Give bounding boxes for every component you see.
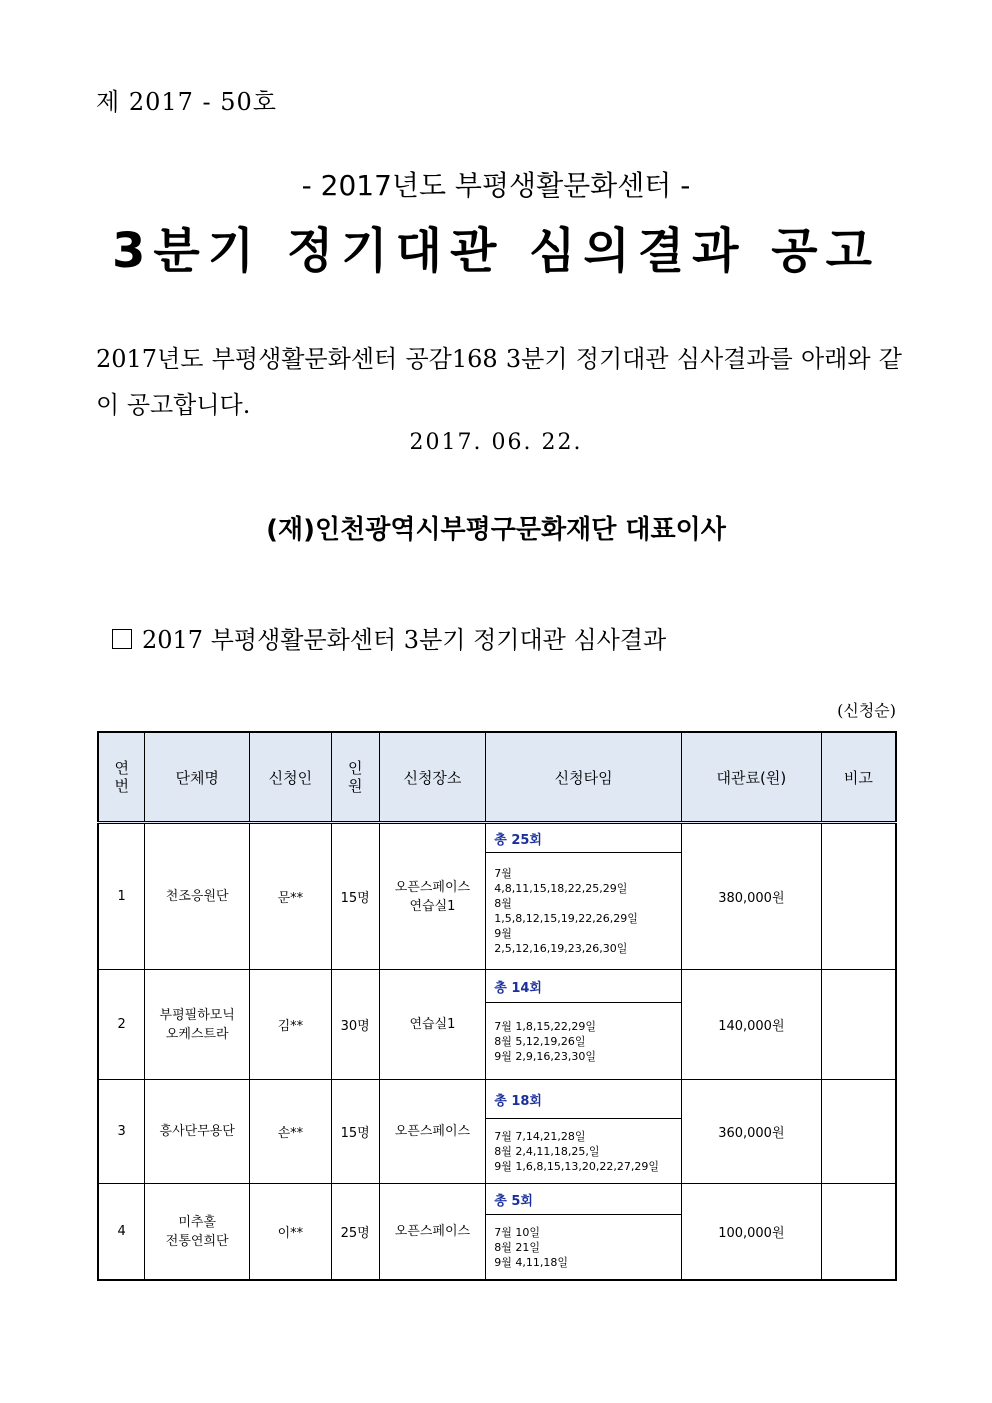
cell-people: 25명 [331,1184,379,1281]
cell-people: 15명 [331,823,379,970]
cell-no: 2 [98,970,145,1080]
cell-count: 총 25회 [486,823,682,853]
cell-applicant: 이** [250,1184,332,1281]
cell-dates: 7월 7,14,21,28일 8월 2,4,11,18,25,일 9월 1,6,8,15,13,20,22,27,29일 [486,1119,682,1184]
cell-group: 미추홀 전통연희단 [145,1184,250,1281]
cell-applicant: 문** [250,823,332,970]
table-row [98,970,896,1003]
cell-count: 총 14회 [486,970,682,1003]
header-cell: 신청인 [250,732,332,823]
cell-place: 오픈스페이스 [379,1184,486,1281]
results-table [97,731,897,1281]
section-title: 2017 부평생활문화센터 3분기 정기대관 심사결과 [142,626,667,654]
header-cell: 대관료(원) [682,732,822,823]
header-cell: 신청장소 [379,732,486,823]
cell-fee: 140,000원 [682,970,822,1080]
cell-applicant: 손** [250,1080,332,1184]
intro-paragraph: 2017년도 부평생활문화센터 공감168 3분기 정기대관 심사결과를 아래와 같이 공고합니다. [96,345,902,419]
header-cell: 연번 [98,732,145,823]
header-cell: 인원 [331,732,379,823]
table-header-row [98,732,896,823]
cell-place: 오픈스페이스 [379,1080,486,1184]
order-note: (신청순) [837,701,896,720]
cell-dates: 7월 10일 8월 21일 9월 4,11,18일 [486,1215,682,1281]
page-title: 3분기 정기대관 심의결과 공고 [112,223,880,279]
checkbox-icon [112,629,132,649]
cell-no: 4 [98,1184,145,1281]
cell-note [821,1080,896,1184]
header-cell: 비고 [821,732,896,823]
subtitle: - 2017년도 부평생활문화센터 - [301,169,691,202]
cell-note [821,1184,896,1281]
cell-place: 연습실1 [379,970,486,1080]
document-number: 제 2017 - 50호 [96,88,277,116]
cell-note [821,970,896,1080]
cell-count: 총 18회 [486,1080,682,1119]
cell-count: 총 5회 [486,1184,682,1215]
organization-name: (재)인천광역시부평구문화재단 대표이사 [266,515,726,545]
cell-people: 30명 [331,970,379,1080]
cell-group: 천조응원단 [145,823,250,970]
section-heading [112,620,666,655]
cell-fee: 380,000원 [682,823,822,970]
cell-fee: 100,000원 [682,1184,822,1281]
cell-no: 3 [98,1080,145,1184]
cell-dates: 7월 1,8,15,22,29일 8월 5,12,19,26일 9월 2,9,16,23,30일 [486,1003,682,1080]
cell-note [821,823,896,970]
table-row [98,823,896,853]
header-cell: 단체명 [145,732,250,823]
announcement-date: 2017. 06. 22. [409,430,583,455]
cell-fee: 360,000원 [682,1080,822,1184]
cell-group: 흥사단무용단 [145,1080,250,1184]
table-row [98,1184,896,1215]
cell-people: 15명 [331,1080,379,1184]
header-cell: 신청타임 [486,732,682,823]
cell-no: 1 [98,823,145,970]
cell-applicant: 김** [250,970,332,1080]
cell-group: 부평필하모닉 오케스트라 [145,970,250,1080]
cell-dates: 7월 4,8,11,15,18,22,25,29일 8월 1,5,8,12,15,19,22,26,29일 9월 2,5,12,16,19,23,26,30일 [486,853,682,970]
table-row [98,1080,896,1119]
cell-place: 오픈스페이스 연습실1 [379,823,486,970]
